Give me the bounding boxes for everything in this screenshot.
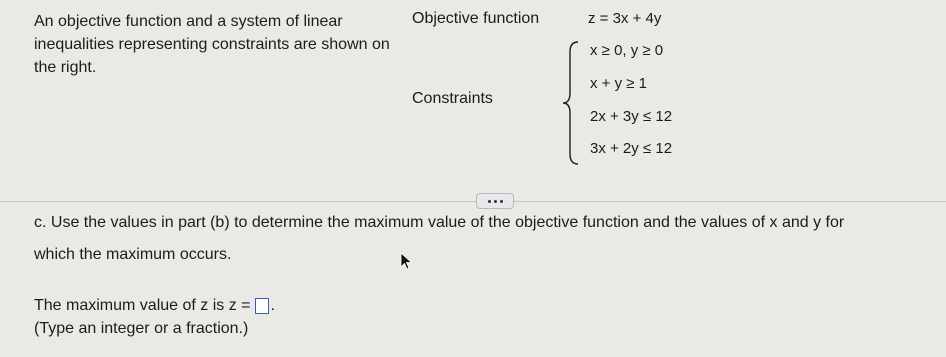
part-c-instructions-continued: which the maximum occurs.	[34, 246, 232, 263]
constraint-two: 2x + 3y ≤ 12	[590, 108, 673, 125]
answer-hint: (Type an integer or a fraction.)	[34, 320, 249, 337]
answer-input[interactable]	[255, 298, 269, 314]
expand-more-button[interactable]	[476, 193, 514, 209]
constraint-nonnegativity: x ≥ 0, y ≥ 0	[590, 42, 664, 59]
objective-function: z = 3x + 4y	[588, 10, 662, 27]
brace-icon	[560, 40, 582, 166]
section-divider	[0, 201, 946, 202]
constraints-label: Constraints	[412, 90, 493, 107]
answer-suffix: .	[270, 297, 275, 314]
answer-line	[34, 297, 275, 315]
answer-prefix: The maximum value of z is z =	[34, 297, 251, 314]
constraint-sum: x + y ≥ 1	[590, 75, 648, 92]
part-c-instructions: c. Use the values in part (b) to determine the maximum value of the objective function and the values of x and y for	[34, 214, 845, 231]
constraint-three: 3x + 2y ≤ 12	[590, 140, 673, 157]
objective-label: Objective function	[412, 10, 540, 27]
problem-intro: An objective function and a system of linear inequalities representing constraints are shown on the right.	[34, 13, 390, 76]
ellipsis-icon	[488, 200, 491, 203]
mouse-pointer-icon	[400, 252, 414, 270]
